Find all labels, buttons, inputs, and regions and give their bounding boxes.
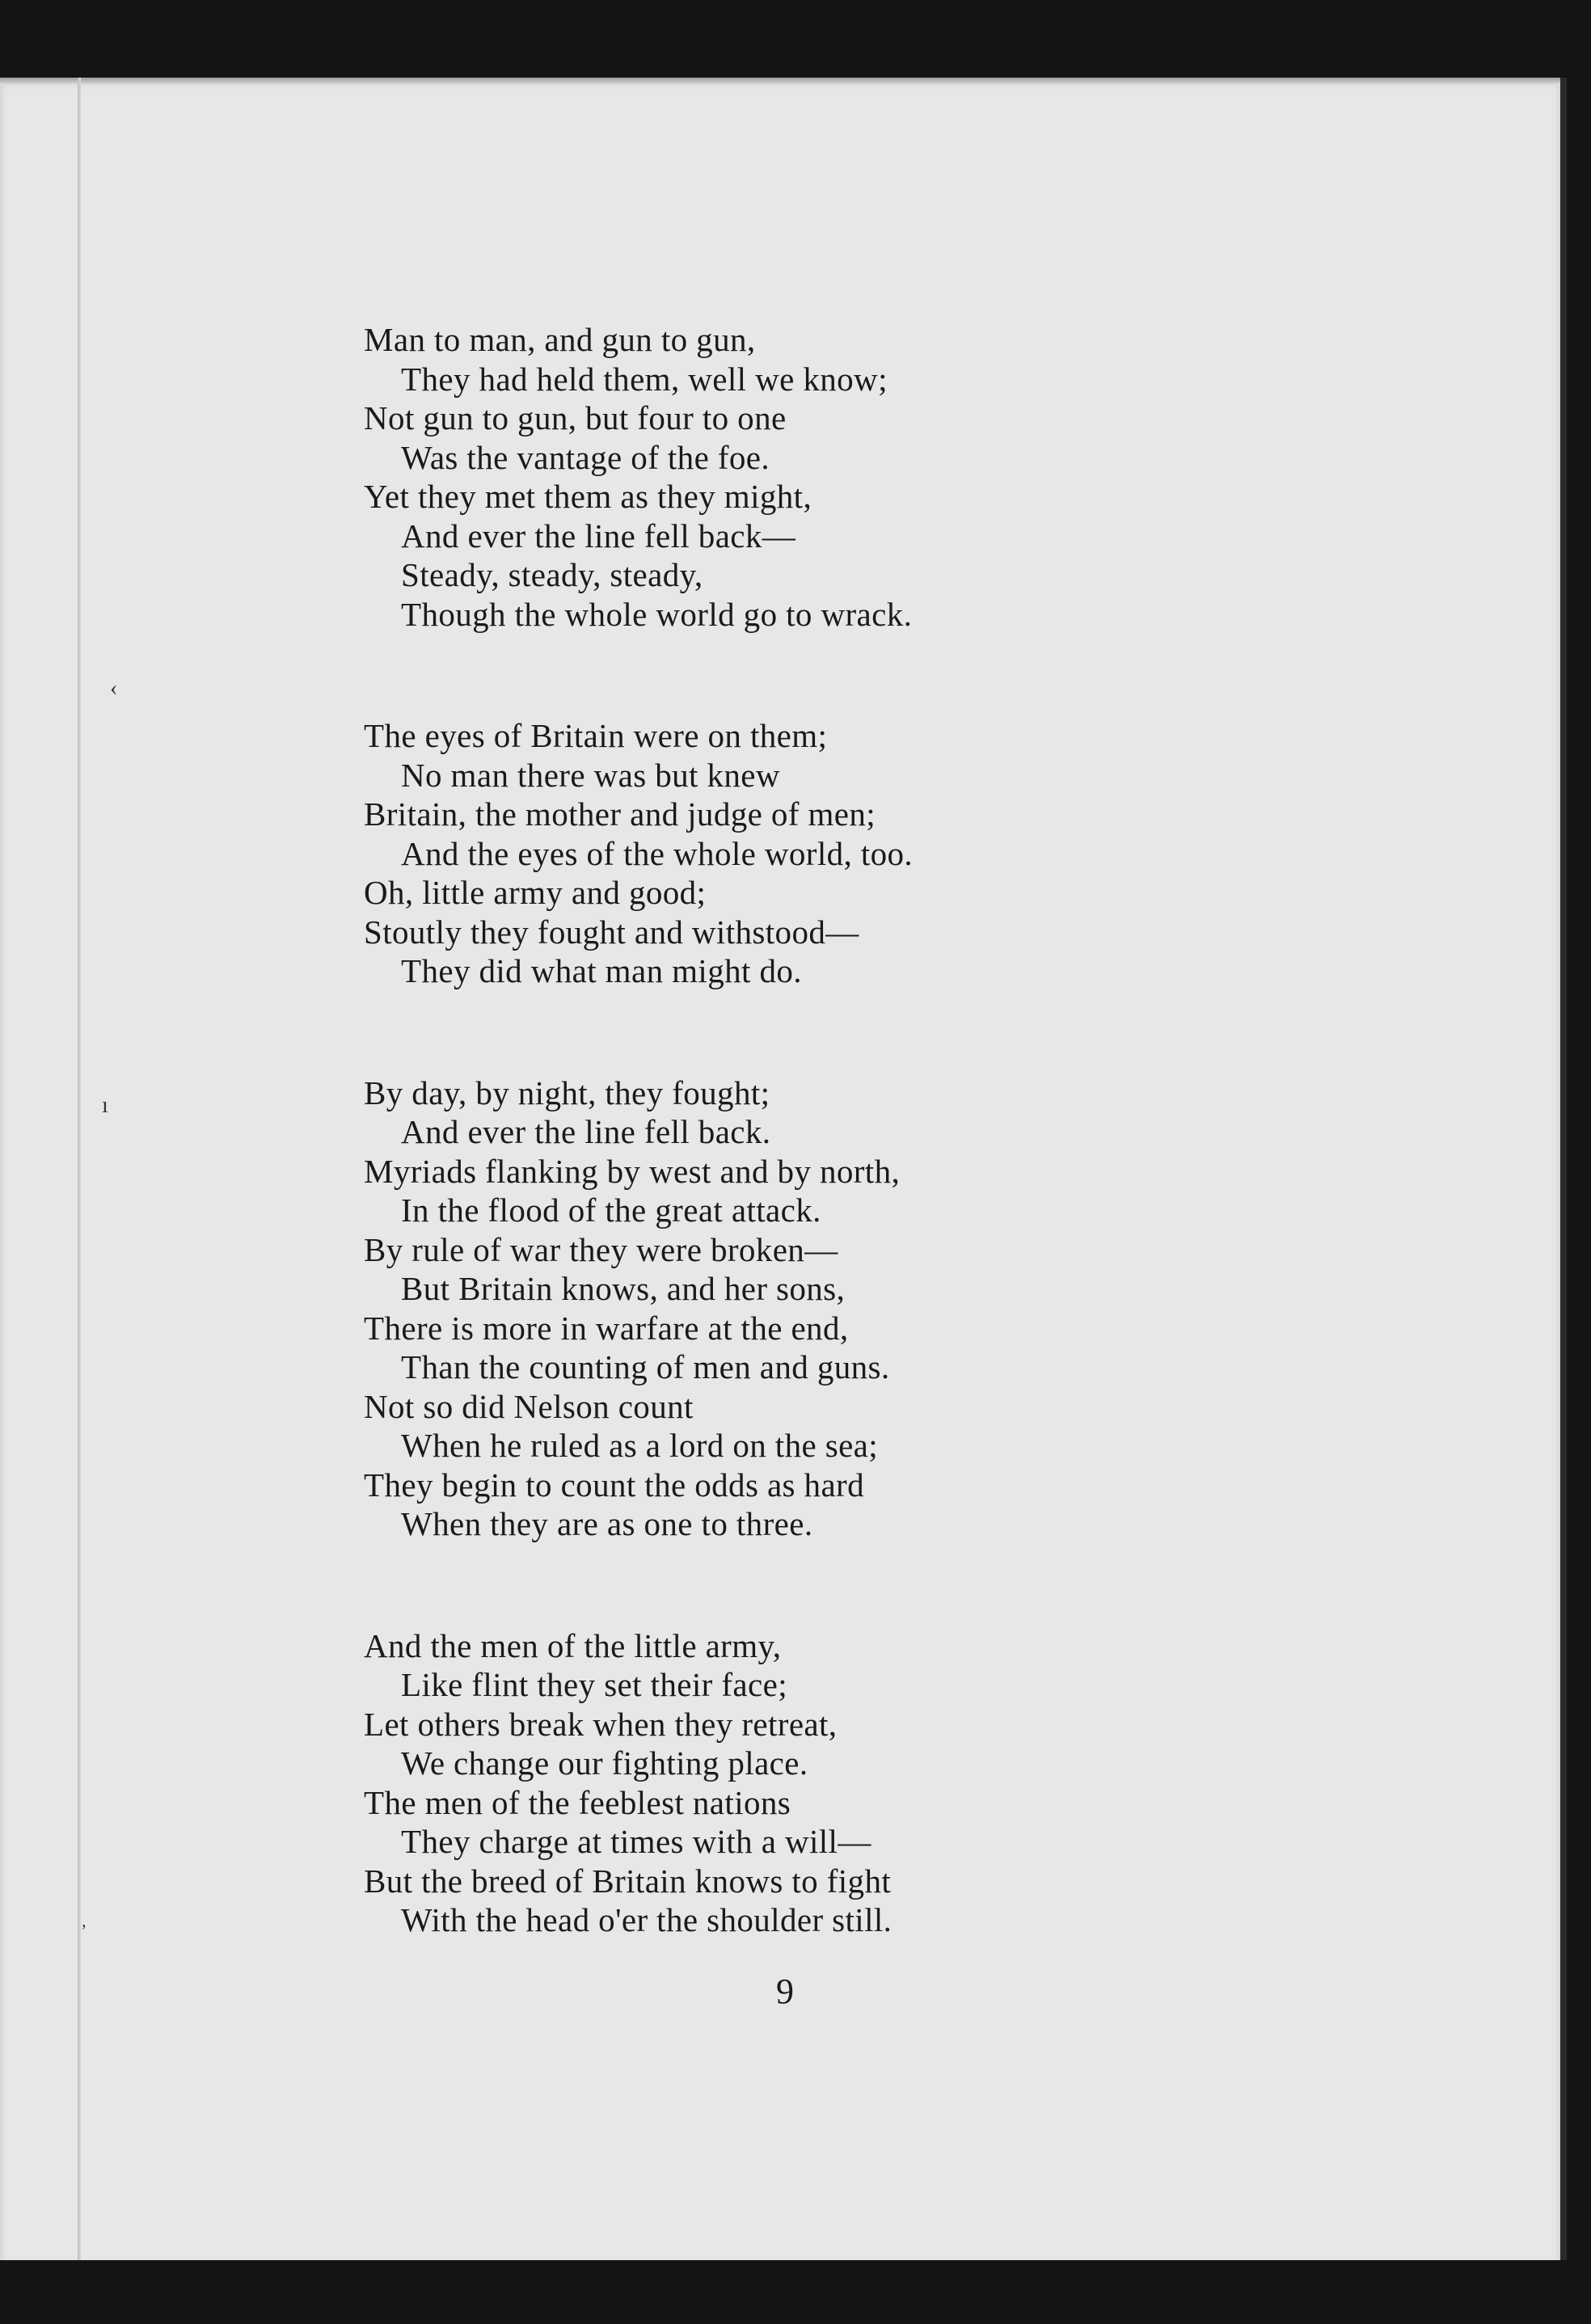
stanza	[364, 1073, 1172, 1544]
stanza	[364, 1626, 1172, 1940]
margin-speck: ı	[102, 1093, 108, 1118]
poem-line: In the flood of the great attack.	[401, 1192, 821, 1229]
poem-line: Myriads flanking by west and by north,	[364, 1152, 901, 1190]
poem-line: Britain, the mother and judge of men;	[364, 795, 876, 833]
poem-line: And ever the line fell back—	[401, 517, 796, 555]
poem-line: Yet they met them as they might,	[364, 478, 812, 515]
poem-line: And ever the line fell back.	[401, 1113, 771, 1150]
stanza	[364, 320, 1172, 634]
poem-line: When he ruled as a lord on the sea;	[401, 1427, 879, 1464]
poem-line: We change our fighting place.	[401, 1744, 808, 1782]
poem-line: Not so did Nelson count	[364, 1387, 694, 1425]
page-top-edge	[0, 78, 1560, 86]
poem-line: But the breed of Britain knows to fight	[364, 1862, 892, 1900]
poem-line: Was the vantage of the foe.	[401, 438, 770, 476]
stanza	[364, 716, 1172, 991]
poem-line: By day, by night, they fought;	[364, 1073, 770, 1111]
poem-line: And the eyes of the whole world, too.	[401, 834, 914, 872]
poem-line: Man to man, and gun to gun,	[364, 321, 756, 358]
poem-line: But Britain knows, and her sons,	[401, 1270, 846, 1307]
poem-line: Than the counting of men and guns.	[401, 1348, 890, 1386]
margin-speck: ‹	[110, 676, 118, 701]
margin-speck: ʼ	[81, 1921, 87, 1941]
poem-line: They did what man might do.	[401, 952, 802, 989]
poem-line: When they are as one to three.	[401, 1505, 813, 1542]
poem-line: Like flint they set their face;	[401, 1666, 788, 1703]
book-page	[0, 78, 1567, 2260]
poem-line: And the men of the little army,	[364, 1626, 782, 1664]
poem-line: No man there was but knew	[401, 756, 780, 794]
poem-line: Stoutly they fought and withstood—	[364, 913, 859, 951]
poem-body	[364, 320, 1172, 2022]
poem-line: There is more in warfare at the end,	[364, 1309, 849, 1347]
page-number: 9	[776, 1972, 794, 2011]
poem-line: Not gun to gun, but four to one	[364, 399, 787, 437]
poem-line: By rule of war they were broken—	[364, 1230, 838, 1268]
poem-line: They charge at times with a will—	[401, 1823, 871, 1860]
poem-line: Steady, steady, steady,	[401, 556, 703, 593]
poem-line: The eyes of Britain were on them;	[364, 717, 828, 754]
poem-line: The men of the feeblest nations	[364, 1783, 791, 1821]
poem-line: Oh, little army and good;	[364, 874, 707, 911]
poem-line: With the head o'er the shoulder still.	[401, 1901, 893, 1938]
poem-line: They begin to count the odds as hard	[364, 1466, 865, 1504]
poem-line: Though the whole world go to wrack.	[401, 595, 913, 633]
poem-line: Let others break when they retreat,	[364, 1705, 838, 1743]
poem-line: They had held them, well we know;	[401, 360, 888, 398]
